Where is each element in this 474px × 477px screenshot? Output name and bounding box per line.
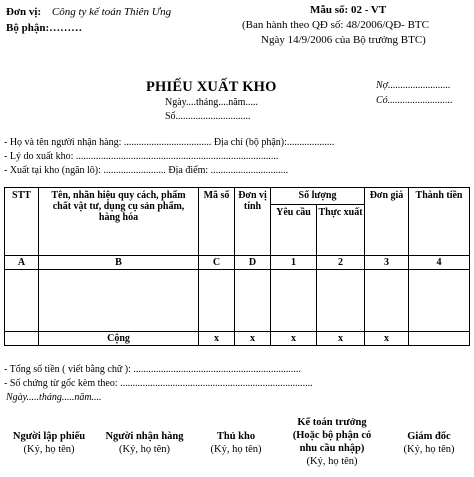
empty-cell bbox=[199, 270, 235, 332]
header-code: Mã số bbox=[199, 188, 235, 256]
col-letter: 3 bbox=[365, 256, 409, 270]
title-number-line: Số.............................. bbox=[165, 111, 251, 122]
credit-line: Có.......................... bbox=[376, 95, 453, 106]
col-letter: 2 bbox=[317, 256, 365, 270]
signature-title: Thủ kho bbox=[216, 431, 256, 442]
empty-cell bbox=[39, 270, 199, 332]
header-qty-actual: Thực xuất bbox=[317, 205, 365, 256]
unit-value: Công ty kế toán Thiên Ưng bbox=[51, 6, 172, 18]
empty-cell bbox=[365, 270, 409, 332]
dept-label: Bộ phận:……… bbox=[6, 22, 83, 34]
signature-director bbox=[388, 430, 470, 456]
form-code: Mẫu số: 02 - VT bbox=[310, 4, 387, 16]
debit-line: Nợ......................... bbox=[376, 80, 451, 91]
total-mark: x bbox=[365, 332, 409, 346]
header-amount: Thành tiền bbox=[409, 188, 470, 256]
issued-line-1: (Ban hành theo QĐ số: 48/2006/QĐ- BTC bbox=[242, 19, 429, 31]
col-letter: 1 bbox=[271, 256, 317, 270]
unit-line bbox=[6, 6, 171, 18]
signature-title-3: nhu cầu nhập) bbox=[299, 443, 365, 454]
total-row bbox=[5, 332, 470, 346]
signature-sub: (Ký, họ tên) bbox=[403, 444, 455, 455]
total-in-words-field: - Tổng số tiền ( viết bằng chữ ): ................................................................... bbox=[4, 364, 301, 375]
table-row bbox=[5, 270, 470, 332]
empty-cell bbox=[317, 270, 365, 332]
header-unit: Đơn vị tính bbox=[235, 188, 271, 256]
col-letter: D bbox=[235, 256, 271, 270]
signature-sub: (Ký, họ tên) bbox=[210, 444, 262, 455]
column-letter-row bbox=[5, 256, 470, 270]
empty-cell bbox=[409, 332, 470, 346]
footer-date-line: Ngày.....tháng.....năm.... bbox=[6, 392, 102, 403]
signature-storekeeper bbox=[197, 430, 275, 456]
reason-field: - Lý do xuất kho: ................................................................................. bbox=[4, 151, 279, 162]
items-table bbox=[4, 187, 470, 346]
signature-sub: (Ký, họ tên) bbox=[118, 444, 171, 455]
issued-line-2: Ngày 14/9/2006 của Bộ trưởng BTC) bbox=[261, 34, 426, 46]
signature-title: Kế toán trưởng bbox=[297, 417, 367, 428]
empty-cell bbox=[235, 270, 271, 332]
total-label: Cộng bbox=[39, 332, 199, 346]
empty-cell bbox=[5, 332, 39, 346]
header-qty-requested: Yêu cầu bbox=[271, 205, 317, 256]
signature-title: Người nhận hàng bbox=[105, 431, 184, 442]
signature-sub: (Ký, họ tên) bbox=[23, 444, 75, 455]
empty-cell bbox=[271, 270, 317, 332]
signature-preparer bbox=[4, 430, 94, 456]
header-stt: STT bbox=[5, 188, 39, 256]
col-letter: C bbox=[199, 256, 235, 270]
total-mark: x bbox=[235, 332, 271, 346]
attached-docs-field: - Số chứng từ gốc kèm theo: ............................................................................. bbox=[4, 378, 313, 389]
header-quantity: Số lượng bbox=[271, 188, 365, 205]
total-mark: x bbox=[271, 332, 317, 346]
signature-receiver bbox=[97, 430, 192, 456]
total-mark: x bbox=[317, 332, 365, 346]
signature-title-2: (Hoặc bộ phận có bbox=[292, 430, 372, 441]
header-item-name: Tên, nhãn hiệu quy cách, phẩm chất vật tư, dụng cụ sản phẩm, hàng hóa bbox=[39, 188, 199, 256]
form-title: PHIẾU XUẤT KHO bbox=[146, 79, 277, 95]
header-unit-price: Đơn giá bbox=[365, 188, 409, 256]
total-mark: x bbox=[199, 332, 235, 346]
empty-cell bbox=[5, 270, 39, 332]
col-letter: A bbox=[5, 256, 39, 270]
signature-title: Giám đốc bbox=[407, 431, 451, 442]
signature-sub: (Ký, họ tên) bbox=[306, 456, 358, 467]
signature-chief-accountant bbox=[278, 416, 386, 468]
signature-title: Người lập phiếu bbox=[12, 431, 86, 442]
col-letter: 4 bbox=[409, 256, 470, 270]
unit-label: Đơn vị: bbox=[6, 6, 42, 18]
receiver-field: - Họ và tên người nhận hàng: ................................... Địa chỉ (bộ phận):................... bbox=[4, 137, 335, 148]
empty-cell bbox=[409, 270, 470, 332]
col-letter: B bbox=[39, 256, 199, 270]
title-date-line: Ngày....tháng....năm..... bbox=[165, 97, 258, 108]
warehouse-field: - Xuất tại kho (ngăn lô): ......................... Địa điểm: ............................... bbox=[4, 165, 289, 176]
